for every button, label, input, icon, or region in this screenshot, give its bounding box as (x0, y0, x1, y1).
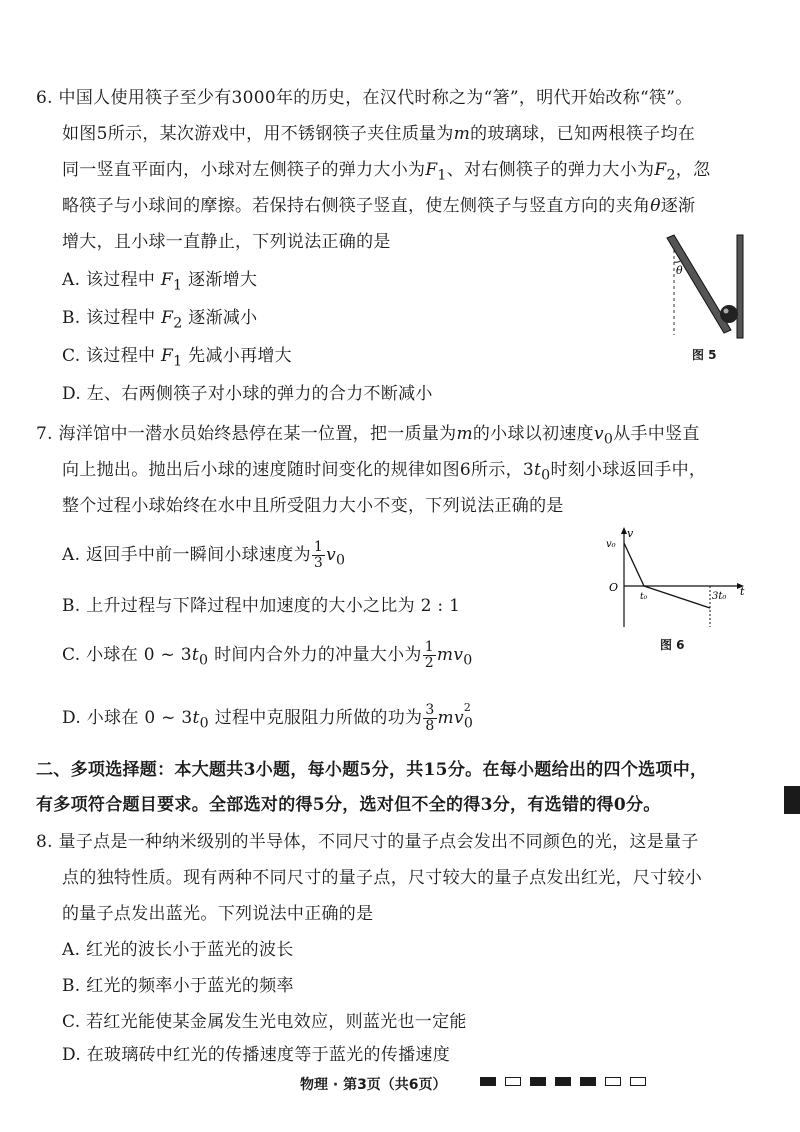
fraction-one-half: $\frac{1}{2}$ (424, 639, 434, 671)
page-footer: 物理 · 第3页（共6页） (300, 1077, 447, 1093)
3t0-tick-label: 3t₀ (712, 591, 727, 602)
falling-segment (644, 586, 710, 608)
q6-option-b: B. 该过程中 $F_2$ 逐渐减小 (62, 308, 258, 332)
figure-5-chopsticks (650, 230, 760, 340)
q6-option-a: A. 该过程中 $F_1$ 逐渐增大 (62, 270, 258, 294)
q6-line-3: 同一竖直平面内，小球对左侧筷子的弹力大小为$F_1$、对右侧筷子的弹力大小为$F_2$，忽 (62, 160, 711, 184)
q6-line-4: 略筷子与小球间的摩擦。若保持右侧筷子竖直，使左侧筷子与竖直方向的夹角θ逐渐 (62, 196, 696, 216)
q8-option-b: B. 红光的频率小于蓝光的频率 (62, 976, 294, 996)
page-marker-boxes (480, 1077, 646, 1086)
q7-line-3: 整个过程小球始终在水中且所受阻力大小不变，下列说法正确的是 (62, 496, 564, 516)
q8-option-a: A. 红光的波长小于蓝光的波长 (62, 940, 294, 960)
q6-option-d: D. 左、右两侧筷子对小球的弹力的合力不断减小 (62, 384, 433, 404)
ball-highlight (724, 309, 729, 314)
q6-number: 6. (36, 88, 53, 108)
marker-box (505, 1077, 521, 1086)
v-axis-label: v (627, 527, 634, 540)
glass-ball (720, 305, 738, 323)
q6-option-c: C. 该过程中 $F_1$ 先减小再增大 (62, 346, 292, 370)
q6-line-5: 增大，且小球一直静止，下列说法正确的是 (62, 232, 391, 252)
scan-registration-mark (784, 786, 800, 814)
q8-line-1: 8. 量子点是一种纳米级别的半导体，不同尺寸的量子点会发出不同颜色的光，这是量子 (36, 832, 699, 852)
marker-box (555, 1077, 571, 1086)
q8-option-c: C. 若红光能使某金属发生光电效应，则蓝光也一定能 (62, 1012, 467, 1032)
marker-box (630, 1077, 646, 1086)
q7-number: 7. (36, 424, 53, 444)
q8-option-d: D. 在玻璃砖中红光的传播速度等于蓝光的传播速度 (62, 1045, 451, 1065)
q8-number: 8. (36, 832, 53, 852)
figure-6-caption: 图 6 (660, 638, 685, 652)
q7-line-2: 向上抛出。抛出后小球的速度随时间变化的规律如图6所示，$3t_0$时刻小球返回手中， (62, 460, 707, 484)
origin-label: O (609, 581, 619, 594)
figure-6-velocity-time-graph (600, 525, 750, 635)
q6-line-1: 6. 中国人使用筷子至少有3000年的历史，在汉代时称之为“箸”，明代开始改称“筷”。 (36, 88, 693, 108)
v0-label: v₀ (606, 539, 616, 550)
angle-theta-label: θ (676, 264, 683, 277)
q7-line-1: 7. 海洋馆中一潜水员始终悬停在某一位置，把一质量为m的小球以初速度$v_0$从手中竖直 (36, 424, 700, 448)
t-axis-label: t (740, 585, 745, 598)
q6-line-2: 如图5所示，某次游戏中，用不锈钢筷子夹住质量为m的玻璃球，已知两根筷子均在 (62, 124, 696, 144)
q7-option-c: C. 小球在 0 ~ $3t_0$ 时间内合外力的冲量大小为 $\frac{1}{2}$ $mv_0$ (62, 639, 473, 671)
q7-option-d: D. 小球在 0 ~ $3t_0$ 过程中克服阻力所做的功为 $\frac{3}{8}$ mv 2 $_0$ (62, 701, 474, 734)
fraction-one-third: $\frac{1}{3}$ (313, 539, 324, 571)
marker-box (480, 1077, 496, 1086)
fraction-three-eighths: $\frac{3}{8}$ (425, 702, 435, 734)
rising-segment (624, 543, 644, 586)
q8-line-2: 点的独特性质。现有两种不同尺寸的量子点，尺寸较大的量子点发出红光，尺寸较小 (62, 868, 703, 888)
q7-option-b: B. 上升过程与下降过程中加速度的大小之比为 2 : 1 (62, 596, 461, 616)
section-2-header-line-2: 有多项符合题目要求。全部选对的得5分，选对但不全的得3分，有选错的得0分。 (36, 795, 661, 815)
marker-box (530, 1077, 546, 1086)
section-2-header-line-1: 二、多项选择题：本大题共3小题，每小题5分，共15分。在每小题给出的四个选项中， (36, 760, 708, 780)
marker-box (605, 1077, 621, 1086)
q8-line-3: 的量子点发出蓝光。下列说法中正确的是 (62, 904, 374, 924)
marker-box (580, 1077, 596, 1086)
figure-5-caption: 图 5 (692, 348, 717, 362)
right-chopstick (737, 235, 743, 338)
t0-tick-label: t₀ (640, 592, 648, 602)
q7-option-a: A. 返回手中前一瞬间小球速度为 $\frac{1}{3}$ $v_0$ (62, 539, 346, 571)
